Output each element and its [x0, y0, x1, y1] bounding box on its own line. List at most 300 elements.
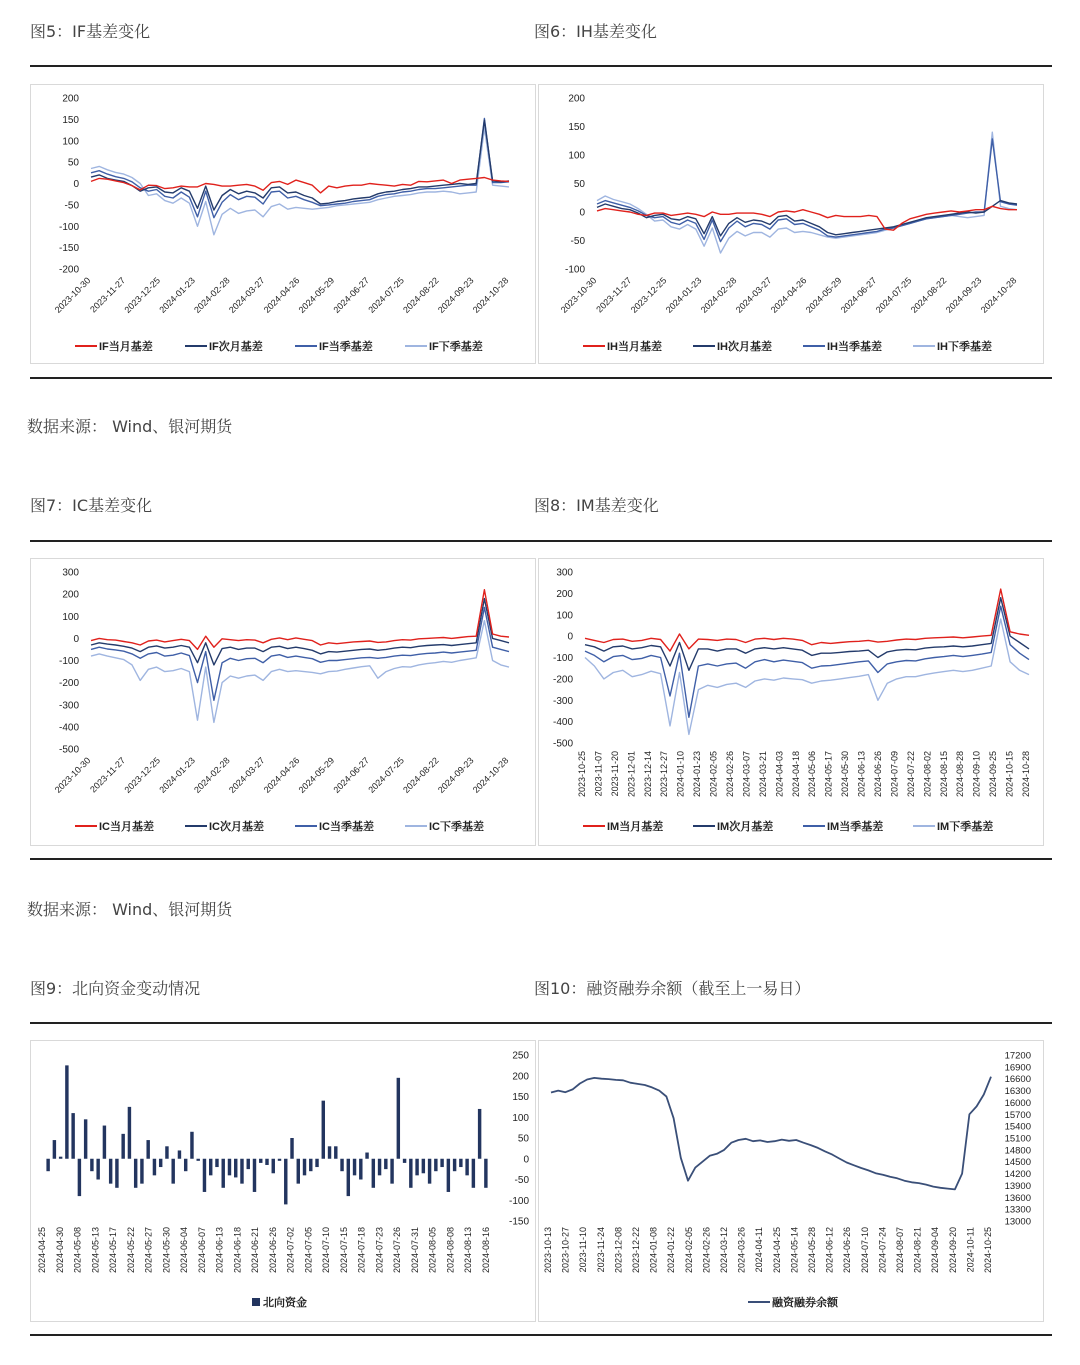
series-line [597, 201, 1017, 236]
bar [190, 1132, 193, 1159]
bar [78, 1159, 81, 1196]
legend-label: IH下季基差 [937, 341, 992, 353]
y-tick-label: -200 [58, 678, 79, 690]
legend-label: IM当季基差 [827, 821, 884, 833]
x-tick-label: 2023-11-20 [609, 751, 620, 797]
x-tick-label: 2024-07-25 [366, 755, 406, 795]
x-tick-label: 2024-08-22 [401, 275, 441, 315]
x-tick-label: 2024-07-25 [873, 275, 914, 315]
x-tick-label: 2024-10-28 [470, 755, 511, 795]
x-tick-label: 2024-06-27 [331, 275, 372, 315]
x-tick-label: 2024-09-23 [435, 275, 476, 315]
x-tick-label: 2024-01-23 [663, 275, 704, 315]
x-tick-label: 2023-11-27 [88, 275, 128, 315]
y-tick-label: 16000 [1004, 1097, 1031, 1109]
y-tick-label: 100 [568, 150, 585, 162]
x-tick-label: 2024-03-21 [757, 751, 768, 798]
y-tick-label: 100 [556, 610, 573, 622]
y-tick-label: 100 [62, 136, 79, 148]
x-tick-label: 2024-10-28 [978, 275, 1019, 315]
bar [390, 1159, 393, 1184]
x-tick-label: 2024-03-27 [733, 275, 774, 315]
bar [447, 1159, 450, 1192]
bar [128, 1107, 131, 1159]
x-tick-label: 2024-05-08 [72, 1227, 83, 1274]
x-tick-label: 2024-06-26 [873, 751, 883, 798]
y-tick-label: 100 [512, 1112, 529, 1124]
x-tick-label: 2024-06-27 [838, 275, 879, 315]
x-tick-label: 2024-04-18 [790, 751, 801, 798]
x-tick-label: 2024-09-23 [943, 275, 984, 315]
x-tick-label: 2024-10-11 [965, 1227, 976, 1273]
x-tick-label: 2024-06-13 [214, 1227, 225, 1274]
y-tick-label: 50 [517, 1133, 529, 1145]
series-line [91, 590, 509, 650]
y-tick-label: 14200 [1004, 1169, 1031, 1181]
y-tick-label: 14500 [1004, 1157, 1031, 1169]
legend [75, 819, 484, 833]
bar [165, 1146, 168, 1158]
bar [334, 1146, 337, 1158]
y-tick-label: 13000 [1004, 1216, 1031, 1228]
x-tick-label: 2023-12-22 [631, 1227, 641, 1274]
legend-label: 融资融券余额 [772, 1297, 838, 1309]
bar [315, 1159, 318, 1167]
x-tick-label: 2024-09-04 [930, 1227, 941, 1274]
legend [75, 339, 483, 353]
x-tick-label: 2024-05-30 [161, 1227, 172, 1274]
x-tick-label: 2024-10-25 [983, 1227, 993, 1274]
bar [103, 1126, 106, 1159]
y-tick-label: -300 [552, 695, 573, 707]
x-tick-label: 2024-07-05 [303, 1227, 314, 1274]
bar [328, 1146, 331, 1158]
y-tick-label: 150 [568, 122, 585, 133]
x-tick-label: 2024-07-15 [338, 1227, 349, 1274]
y-tick-label: 15400 [1004, 1121, 1031, 1133]
chart-ih [539, 85, 1043, 363]
series-line [597, 139, 1017, 242]
x-tick-label: 2023-12-14 [642, 751, 653, 798]
y-tick-label: 13600 [1004, 1192, 1031, 1204]
x-tick-label: 2023-11-07 [593, 751, 604, 797]
x-tick-label: 2024-08-22 [908, 275, 949, 315]
chart-im [539, 559, 1043, 845]
y-tick-label: 0 [73, 633, 79, 645]
x-tick-label: 2024-06-12 [824, 1227, 835, 1274]
x-tick-label: 2024-07-26 [392, 1227, 403, 1274]
series-line [585, 619, 1029, 734]
y-tick-label: 13300 [1004, 1204, 1031, 1216]
legend-label: IF当月基差 [99, 341, 153, 353]
bar [397, 1078, 400, 1159]
x-tick-label: 2024-08-16 [481, 1227, 491, 1274]
legend-label: IC当季基差 [319, 821, 374, 833]
source-note: 数据来源： Wind、银河期货 [27, 900, 233, 919]
legend-label: IH次月基差 [717, 341, 772, 353]
x-tick-label: 2024-05-28 [807, 1227, 817, 1274]
x-tick-label: 2023-12-27 [659, 751, 670, 798]
series-line [551, 1077, 991, 1190]
x-tick-label: 2024-08-13 [463, 1227, 474, 1274]
y-tick-label: 0 [523, 1154, 529, 1166]
y-tick-label: -200 [552, 674, 573, 686]
bar [146, 1140, 149, 1159]
x-tick-label: 2024-03-07 [741, 751, 752, 798]
bar [265, 1159, 268, 1165]
bar [340, 1159, 343, 1171]
chart-margin [539, 1041, 1043, 1321]
y-tick-label: 200 [512, 1071, 529, 1083]
y-tick-label: -400 [552, 717, 573, 729]
bar [153, 1159, 156, 1176]
y-tick-label: -100 [552, 653, 573, 664]
x-tick-label: 2024-06-07 [196, 1227, 207, 1274]
y-tick-label: -100 [58, 221, 79, 233]
y-tick-label: 200 [62, 93, 79, 105]
x-tick-label: 2023-12-08 [613, 1227, 624, 1274]
bar [484, 1159, 487, 1188]
y-tick-label: 200 [62, 589, 79, 601]
x-tick-label: 2023-10-30 [52, 275, 93, 315]
y-tick-label: 13900 [1004, 1180, 1031, 1192]
x-tick-label: 2024-02-28 [698, 275, 739, 315]
x-tick-label: 2024-07-25 [366, 275, 406, 315]
x-tick-label: 2024-09-23 [435, 755, 476, 795]
bar [109, 1159, 112, 1184]
x-tick-label: 2024-05-14 [789, 1227, 800, 1274]
bar [65, 1065, 68, 1158]
x-tick-label: 2024-06-18 [232, 1227, 243, 1274]
bar [478, 1109, 481, 1159]
x-tick-label: 2024-01-23 [692, 751, 703, 798]
y-tick-label: 250 [512, 1050, 529, 1062]
bar [59, 1157, 62, 1159]
x-tick-label: 2024-08-21 [912, 1227, 923, 1274]
x-tick-label: 2023-10-13 [543, 1227, 553, 1274]
caption-fig10: 图10：融资融券余额（截至上一易日） [534, 979, 811, 998]
legend-label: IH当月基差 [607, 341, 662, 353]
bar [96, 1159, 99, 1180]
y-tick-label: -200 [58, 264, 79, 276]
x-tick-label: 2024-04-25 [37, 1227, 47, 1274]
y-tick-label: -500 [58, 744, 79, 756]
y-tick-label: 15100 [1004, 1133, 1031, 1145]
x-tick-label: 2024-07-24 [877, 1227, 888, 1274]
x-tick-label: 2024-10-28 [470, 275, 511, 315]
chart-panel-if [30, 84, 536, 364]
x-tick-label: 2024-01-23 [157, 275, 197, 315]
chart-panel-north [30, 1040, 536, 1322]
x-tick-label: 2024-10-15 [1004, 751, 1015, 798]
x-tick-label: 2024-01-08 [648, 1227, 659, 1274]
legend-label: IC当月基差 [99, 821, 154, 833]
x-tick-label: 2024-01-23 [157, 755, 197, 795]
caption-fig9: 图9：北向资金变动情况 [30, 979, 201, 998]
y-tick-label: -150 [508, 1216, 529, 1228]
y-tick-label: -100 [58, 656, 79, 667]
bar [140, 1159, 143, 1184]
bar [472, 1159, 475, 1188]
divider [30, 1022, 1052, 1024]
bar [309, 1159, 312, 1171]
chart-panel-ic [30, 558, 536, 846]
series-line [91, 119, 509, 218]
y-tick-label: 0 [73, 179, 79, 190]
y-tick-label: 16600 [1004, 1074, 1031, 1086]
legend-label: IM当月基差 [607, 821, 664, 833]
y-tick-label: -100 [564, 264, 585, 276]
y-tick-label: -50 [514, 1175, 529, 1186]
x-tick-label: 2024-04-11 [754, 1227, 765, 1273]
x-tick-label: 2024-05-17 [108, 1227, 119, 1274]
x-tick-label: 2024-06-27 [331, 755, 372, 795]
x-tick-label: 2024-03-12 [719, 1227, 729, 1274]
x-tick-label: 2023-12-01 [626, 751, 637, 798]
x-tick-label: 2024-06-21 [250, 1227, 261, 1274]
x-tick-label: 2024-02-28 [192, 275, 232, 315]
x-tick-label: 2024-04-26 [261, 755, 302, 795]
y-tick-label: 50 [67, 157, 79, 169]
x-tick-label: 2024-06-26 [267, 1227, 278, 1274]
x-tick-label: 2024-02-28 [192, 755, 232, 795]
x-tick-label: 2024-07-31 [409, 1227, 420, 1274]
y-tick-label: 200 [568, 93, 585, 105]
bar [209, 1159, 212, 1176]
y-tick-label: 0 [567, 631, 573, 643]
caption-fig8: 图8：IM基差变化 [534, 496, 659, 515]
series-line [91, 599, 509, 665]
x-tick-label: 2023-10-30 [558, 275, 599, 315]
x-tick-label: 2024-07-18 [356, 1227, 367, 1274]
x-tick-label: 2024-01-22 [666, 1227, 677, 1274]
source-note: 数据来源： Wind、银河期货 [27, 417, 233, 436]
x-tick-label: 2024-04-30 [54, 1227, 65, 1274]
bar [284, 1159, 287, 1205]
x-tick-label: 2024-08-08 [445, 1227, 456, 1274]
y-tick-label: 0 [579, 207, 585, 219]
bar [228, 1159, 231, 1176]
x-tick-label: 2024-05-17 [823, 751, 834, 798]
y-tick-label: 300 [556, 567, 573, 579]
x-tick-label: 2024-07-22 [905, 751, 916, 798]
x-tick-label: 2023-12-25 [628, 275, 669, 315]
bar [384, 1159, 387, 1169]
bar [459, 1159, 462, 1167]
legend-label: IF当季基差 [319, 341, 373, 353]
y-tick-label: 16300 [1004, 1086, 1031, 1098]
x-tick-label: 2024-06-26 [842, 1227, 853, 1274]
y-tick-label: 150 [512, 1092, 529, 1103]
x-tick-label: 2024-04-03 [774, 751, 785, 798]
bar [121, 1134, 124, 1159]
x-tick-label: 2023-12-25 [122, 275, 163, 315]
chart-panel-ih [538, 84, 1044, 364]
x-tick-label: 2024-05-13 [90, 1227, 101, 1274]
x-tick-label: 2024-05-29 [803, 275, 844, 315]
bar [178, 1150, 181, 1158]
x-tick-label: 2024-07-09 [889, 751, 900, 798]
x-tick-label: 2024-08-05 [427, 1227, 438, 1274]
divider [30, 65, 1052, 67]
bar [259, 1159, 262, 1163]
bar [71, 1113, 74, 1159]
y-tick-label: 50 [573, 179, 585, 190]
series-line [91, 621, 509, 723]
series-line [585, 598, 1029, 671]
legend-label: IC次月基差 [209, 821, 264, 833]
bar [171, 1159, 174, 1184]
x-tick-label: 2024-06-04 [179, 1227, 190, 1274]
bar [272, 1159, 275, 1174]
bar [297, 1159, 300, 1184]
x-tick-label: 2024-09-25 [988, 751, 999, 798]
y-tick-label: -100 [508, 1195, 529, 1207]
x-tick-label: 2024-05-22 [125, 1227, 136, 1274]
divider [30, 858, 1052, 860]
x-tick-label: 2024-07-10 [859, 1227, 870, 1274]
x-tick-label: 2024-02-26 [725, 751, 735, 798]
x-tick-label: 2024-04-26 [261, 275, 302, 315]
bar [359, 1159, 362, 1180]
bar [428, 1159, 431, 1184]
chart-ic [31, 559, 535, 845]
bar [372, 1159, 375, 1188]
x-tick-label: 2024-05-30 [840, 751, 851, 798]
x-tick-label: 2023-11-27 [88, 755, 128, 795]
x-tick-label: 2023-11-10 [578, 1227, 589, 1273]
bar [240, 1159, 243, 1184]
x-tick-label: 2023-10-30 [52, 755, 93, 795]
bar [247, 1159, 250, 1169]
legend [583, 819, 993, 833]
x-tick-label: 2024-08-15 [938, 751, 949, 798]
bar [322, 1101, 325, 1159]
x-tick-label: 2024-08-22 [401, 755, 441, 795]
x-tick-label: 2024-08-07 [895, 1227, 905, 1274]
x-tick-label: 2024-08-28 [955, 751, 966, 798]
x-tick-label: 2023-12-25 [122, 755, 163, 795]
bar [184, 1159, 187, 1171]
x-tick-label: 2024-09-20 [947, 1227, 958, 1274]
bar [84, 1119, 87, 1158]
x-tick-label: 2024-02-05 [708, 751, 719, 798]
x-tick-label: 2024-03-27 [226, 755, 267, 795]
bar [403, 1159, 406, 1163]
bar [134, 1159, 137, 1188]
bar [434, 1159, 437, 1171]
legend-label: IF下季基差 [429, 341, 483, 353]
legend [748, 1295, 839, 1309]
x-tick-label: 2024-04-25 [771, 1227, 782, 1274]
x-tick-label: 2024-05-29 [296, 275, 337, 315]
y-tick-label: -150 [58, 243, 79, 255]
y-tick-label: 14800 [1004, 1145, 1031, 1157]
x-tick-label: 2023-11-27 [594, 275, 634, 315]
bar [415, 1159, 418, 1176]
series-line [91, 120, 509, 210]
bar [159, 1159, 162, 1167]
bar [290, 1138, 293, 1159]
series-line [585, 606, 1029, 717]
bar [196, 1159, 199, 1161]
y-tick-label: 150 [62, 114, 79, 126]
bar [378, 1159, 381, 1176]
x-tick-label: 2023-11-24 [595, 1227, 606, 1273]
divider [30, 377, 1052, 379]
caption-fig6: 图6：IH基差变化 [534, 22, 657, 41]
divider [30, 540, 1052, 542]
y-tick-label: 15700 [1004, 1109, 1031, 1121]
y-tick-label: -50 [64, 200, 79, 212]
legend-label: IF次月基差 [209, 341, 263, 353]
bar [90, 1159, 93, 1171]
bar [53, 1140, 56, 1159]
x-tick-label: 2024-03-27 [226, 275, 267, 315]
bar [215, 1159, 218, 1167]
x-tick-label: 2024-05-06 [807, 751, 818, 798]
x-tick-label: 2024-05-27 [143, 1227, 154, 1274]
chart-panel-im [538, 558, 1044, 846]
x-tick-label: 2024-01-10 [675, 751, 686, 798]
bar [422, 1159, 425, 1174]
x-tick-label: 2024-07-23 [374, 1227, 385, 1274]
chart-panel-margin [538, 1040, 1044, 1322]
y-tick-label: -400 [58, 722, 79, 734]
series-line [91, 607, 509, 700]
x-tick-label: 2024-07-10 [321, 1227, 332, 1274]
y-tick-label: 200 [556, 588, 573, 600]
x-tick-label: 2024-02-26 [701, 1227, 712, 1274]
x-tick-label: 2023-10-25 [577, 751, 587, 798]
x-tick-label: 2024-10-28 [1021, 751, 1031, 798]
y-tick-label: 100 [62, 611, 79, 623]
bar [46, 1159, 49, 1171]
bar [115, 1159, 118, 1188]
series-line [585, 589, 1029, 651]
bar [347, 1159, 350, 1196]
x-tick-label: 2024-07-02 [285, 1227, 296, 1274]
bar [409, 1159, 412, 1188]
y-tick-label: 17200 [1004, 1050, 1031, 1062]
bar [353, 1159, 356, 1176]
divider [30, 1334, 1052, 1336]
y-tick-label: -500 [552, 738, 573, 750]
x-tick-label: 2024-04-26 [768, 275, 809, 315]
legend [252, 1295, 307, 1309]
legend-label: IH当季基差 [827, 341, 882, 353]
x-tick-label: 2024-03-26 [736, 1227, 747, 1274]
legend-swatch [252, 1298, 260, 1306]
x-tick-label: 2024-02-05 [683, 1227, 694, 1274]
bar [440, 1159, 443, 1167]
bar [453, 1159, 456, 1171]
legend-label: IC下季基差 [429, 821, 484, 833]
legend-label: IM次月基差 [717, 821, 774, 833]
y-tick-label: -50 [570, 236, 585, 247]
bar [203, 1159, 206, 1192]
series-line [597, 206, 1017, 230]
caption-fig5: 图5：IF基差变化 [30, 22, 151, 41]
chart-if [31, 85, 535, 363]
bar [253, 1159, 256, 1192]
bar [465, 1159, 468, 1176]
bar [303, 1159, 306, 1176]
x-tick-label: 2024-06-13 [856, 751, 867, 798]
bar [278, 1159, 281, 1161]
bar [365, 1153, 368, 1159]
y-tick-label: 300 [62, 567, 79, 579]
